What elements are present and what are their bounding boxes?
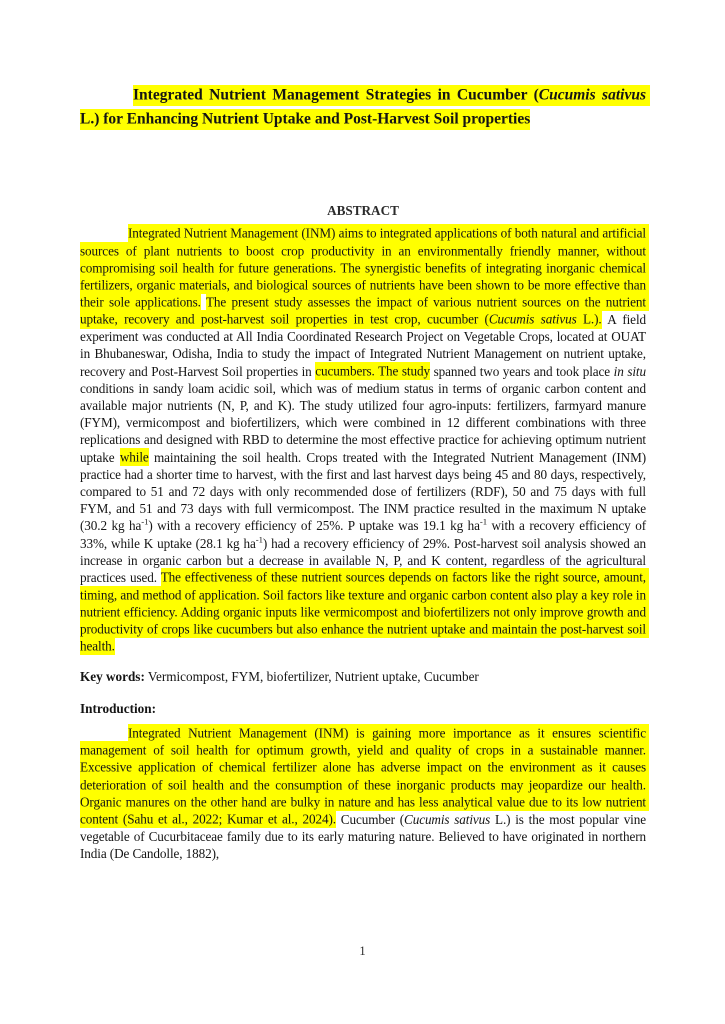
text-segment: Key words: — [80, 669, 145, 685]
keywords-line — [80, 668, 646, 685]
text-segment: while — [119, 449, 149, 465]
text-segment: conditions in sandy loam acidic soil, which was of medium status in terms of organic carbon content and available major nutrients (N, P, and K). The study utilized four agro-inputs: fertilizers, farmyard manure (FYM), vermicompost and biofertilizers, which were combined in 12 different combinations with three replications and designed with RBD to determine the most effective practice for achieving optimum nutrient uptake — [80, 363, 650, 465]
text-segment: ) had a recovery efficiency of 29%. Post-harvest soil analysis showed an increase in organic carbon but a decrease in available N, P, and K content, regardless of the agricultural practices used. — [80, 535, 650, 586]
page-number: 1 — [359, 944, 366, 958]
paper-title — [80, 84, 650, 132]
introduction-heading: Introduction: — [80, 701, 156, 717]
page-content — [80, 0, 650, 875]
abstract-paragraph — [80, 225, 650, 655]
text-segment: L.) for Enhancing Nutrient Uptake and Post-Harvest Soil properties — [80, 87, 650, 128]
text-segment: -1 — [479, 517, 487, 528]
text-segment: ) with a recovery efficiency of 25%. P uptake was 19.1 kg ha — [148, 518, 480, 534]
text-segment: maintaining the soil health. Crops treated with the Integrated Nutrient Management (INM) practice had a shorter time to harvest, with the first and last harvest days being 45 and 80 days, respectively, compared to 51 and 72 days with only recommended dose of fertilizers (RDF), 50 and 75 days with full FYM, and 51 and 73 days with full vermicompost. The INM practice resulted in the maximum N uptake (30.2 kg ha — [80, 449, 650, 534]
text-segment: L.) is the most popular vine vegetable of Cucurbitaceae family due to its early maturing nature. Believed to have originated in northern India (De Candolle, 1882), — [80, 811, 650, 862]
text-segment: with a recovery efficiency of 33%, while K uptake (28.1 kg ha — [80, 518, 650, 551]
text-segment: spanned two years and took place — [429, 363, 614, 379]
text-segment: in situ — [613, 363, 646, 379]
text-segment: cucumbers. The study — [315, 363, 430, 379]
text-segment: Vermicompost, FYM, biofertilizer, Nutrient uptake, Cucumber — [144, 669, 479, 685]
text-segment: -1 — [255, 534, 263, 545]
text-segment: A field experiment was conducted at All India Coordinated Research Project on Vegetable Crops, located at OUAT in Bhubaneswar, Odisha, India to study the impact of Integrated Nutrient Management on nutrient uptake, recovery and Post-Harvest Soil properties in — [80, 312, 650, 379]
text-segment: -1 — [141, 517, 149, 528]
text-segment: Integrated Nutrient Management (INM) is gaining more importance as it ensures scientific management of soil health for optimum growth, yield and quality of crops in a sustainable manner. Excessive application of chemical fertilizer alone has adverse impact on the environment as it causes deterioration of soil health and the consumption of these inorganic products may jeopardize our health. Organic manures on the other hand are bulky in nature and has less analytical value due to its low nutrient content (Sahu et al., 2022; Kumar et al., 2024). — [80, 725, 650, 827]
text-segment: Cucumber ( — [335, 811, 404, 827]
text-segment: Integrated Nutrient Management (INM) aims to integrated applications of both natural and artificial sources of plant nutrients to boost crop productivity in an environmentally friendly manner, without compromising soil health for future generations. The synergistic benefits of integrating inorganic chemical fertilizers, organic materials, and biological sources of nutrients have been shown to be more effective than their sole applications. — [80, 226, 650, 310]
text-segment: The present study assesses the impact of various nutrient sources on the nutrient uptake, recovery and post-harvest soil properties in test crop, cucumber ( — [80, 294, 650, 328]
text-segment: Cucumis sativus — [404, 811, 491, 827]
text-segment: Cucumis sativus — [538, 87, 646, 104]
text-segment: Cucumis sativus — [488, 312, 577, 328]
text-segment: The effectiveness of these nutrient sources depends on factors like the right source, amount, timing, and method of application. Soil factors like texture and organic carbon content also play a key role in nutrient efficiency. Adding organic inputs like vermicompost and biofertilizers not only improve growth and productivity of crops like cucumbers but also enhance the nutrient uptake and maintain the post-harvest soil health. — [80, 570, 650, 654]
text-segment: Integrated Nutrient Management Strategies in Cucumber ( — [133, 87, 539, 104]
text-segment: L.). — [576, 312, 602, 328]
introduction-paragraph — [80, 725, 650, 863]
abstract-heading: ABSTRACT — [327, 203, 399, 218]
